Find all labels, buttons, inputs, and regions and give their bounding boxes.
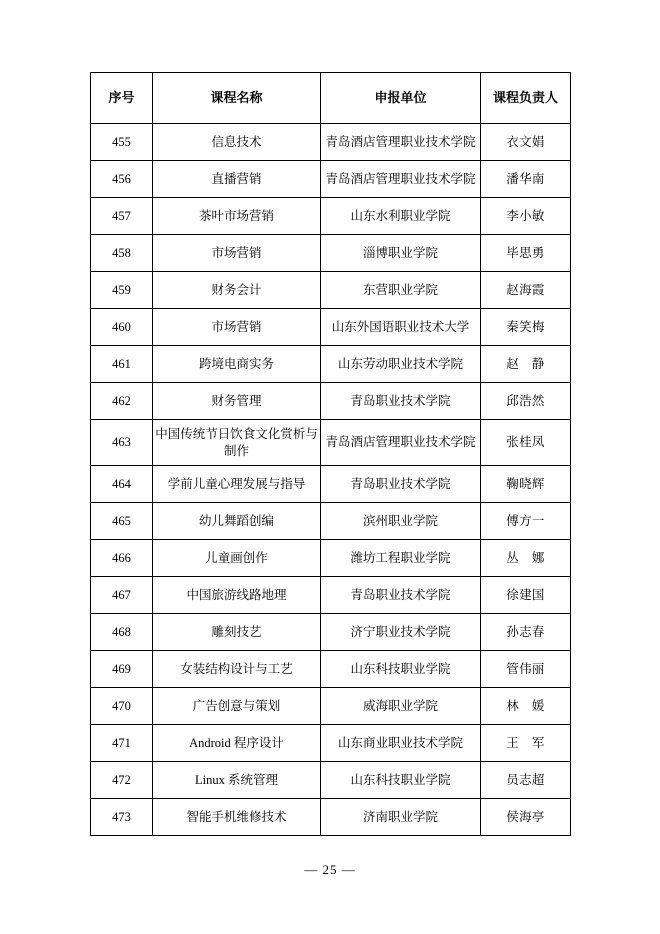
cell-no: 469 [91,651,153,688]
cell-unit: 青岛酒店管理职业技术学院 [321,161,481,198]
column-header-unit: 申报单位 [321,73,481,124]
cell-unit: 东营职业学院 [321,272,481,309]
cell-no: 459 [91,272,153,309]
cell-course-name: 中国传统节日饮食文化赏析与制作 [153,420,321,466]
table-row [91,124,571,161]
cell-unit: 青岛酒店管理职业技术学院 [321,420,481,466]
cell-course-leader: 丛 娜 [481,540,571,577]
table-row [91,346,571,383]
cell-unit: 青岛职业技术学院 [321,577,481,614]
cell-course-leader: 傅方一 [481,503,571,540]
cell-course-leader: 潘华南 [481,161,571,198]
cell-course-name: 广告创意与策划 [153,688,321,725]
table-row [91,309,571,346]
cell-unit: 济宁职业技术学院 [321,614,481,651]
cell-course-name: 儿童画创作 [153,540,321,577]
cell-course-name: 财务会计 [153,272,321,309]
cell-unit: 山东商业职业技术学院 [321,725,481,762]
cell-course-leader: 王 军 [481,725,571,762]
course-table [90,72,571,836]
cell-course-leader: 员志超 [481,762,571,799]
cell-course-leader: 毕思勇 [481,235,571,272]
cell-no: 465 [91,503,153,540]
column-header-no: 序号 [91,73,153,124]
cell-course-name: 跨境电商实务 [153,346,321,383]
cell-unit: 济南职业学院 [321,799,481,836]
cell-course-name: 直播营销 [153,161,321,198]
column-header-course-leader: 课程负责人 [481,73,571,124]
cell-no: 456 [91,161,153,198]
table-row [91,577,571,614]
cell-no: 471 [91,725,153,762]
table-row [91,540,571,577]
cell-no: 470 [91,688,153,725]
cell-unit: 滨州职业学院 [321,503,481,540]
cell-course-name: 信息技术 [153,124,321,161]
cell-course-name: 幼儿舞蹈创编 [153,503,321,540]
cell-unit: 青岛职业技术学院 [321,383,481,420]
table-row [91,272,571,309]
cell-no: 455 [91,124,153,161]
cell-course-leader: 秦笑梅 [481,309,571,346]
table-row [91,420,571,466]
cell-unit: 山东科技职业学院 [321,651,481,688]
table-row [91,762,571,799]
cell-no: 464 [91,466,153,503]
column-header-course-name: 课程名称 [153,73,321,124]
cell-unit: 青岛职业技术学院 [321,466,481,503]
cell-course-name: 财务管理 [153,383,321,420]
cell-unit: 淄博职业学院 [321,235,481,272]
cell-unit: 山东科技职业学院 [321,762,481,799]
cell-course-leader: 孙志春 [481,614,571,651]
cell-course-name: 学前儿童心理发展与指导 [153,466,321,503]
cell-no: 468 [91,614,153,651]
cell-course-name: Linux 系统管理 [153,762,321,799]
cell-course-leader: 张桂凤 [481,420,571,466]
cell-unit: 山东水利职业学院 [321,198,481,235]
cell-no: 461 [91,346,153,383]
cell-course-leader: 徐建国 [481,577,571,614]
cell-unit: 潍坊工程职业学院 [321,540,481,577]
cell-course-leader: 管伟丽 [481,651,571,688]
cell-course-leader: 衣文娟 [481,124,571,161]
cell-no: 460 [91,309,153,346]
cell-unit: 青岛酒店管理职业技术学院 [321,124,481,161]
table-row [91,466,571,503]
table-header-row [91,73,571,124]
cell-no: 472 [91,762,153,799]
cell-course-name: 智能手机维修技术 [153,799,321,836]
cell-course-name: 市场营销 [153,235,321,272]
cell-course-leader: 林 媛 [481,688,571,725]
table-row [91,651,571,688]
table-row [91,383,571,420]
cell-course-name: Android 程序设计 [153,725,321,762]
cell-no: 463 [91,420,153,466]
table-row [91,688,571,725]
cell-no: 473 [91,799,153,836]
table-row [91,725,571,762]
cell-course-name: 中国旅游线路地理 [153,577,321,614]
cell-course-name: 女装结构设计与工艺 [153,651,321,688]
cell-unit: 山东外国语职业技术大学 [321,309,481,346]
cell-course-name: 雕刻技艺 [153,614,321,651]
cell-no: 466 [91,540,153,577]
cell-course-leader: 侯海亭 [481,799,571,836]
table-body [91,124,571,836]
table-row [91,614,571,651]
cell-no: 457 [91,198,153,235]
cell-course-leader: 赵 静 [481,346,571,383]
cell-no: 467 [91,577,153,614]
table-header [91,73,571,124]
cell-course-leader: 赵海霞 [481,272,571,309]
table-row [91,161,571,198]
cell-unit: 山东劳动职业技术学院 [321,346,481,383]
cell-course-name: 茶叶市场营销 [153,198,321,235]
cell-course-leader: 邱浩然 [481,383,571,420]
page-number: — 25 — [304,862,356,877]
table-row [91,799,571,836]
cell-unit: 威海职业学院 [321,688,481,725]
table-row [91,198,571,235]
cell-course-leader: 李小敏 [481,198,571,235]
cell-course-name: 市场营销 [153,309,321,346]
table-row [91,503,571,540]
table-row [91,235,571,272]
cell-course-leader: 鞠晓辉 [481,466,571,503]
cell-no: 458 [91,235,153,272]
cell-no: 462 [91,383,153,420]
